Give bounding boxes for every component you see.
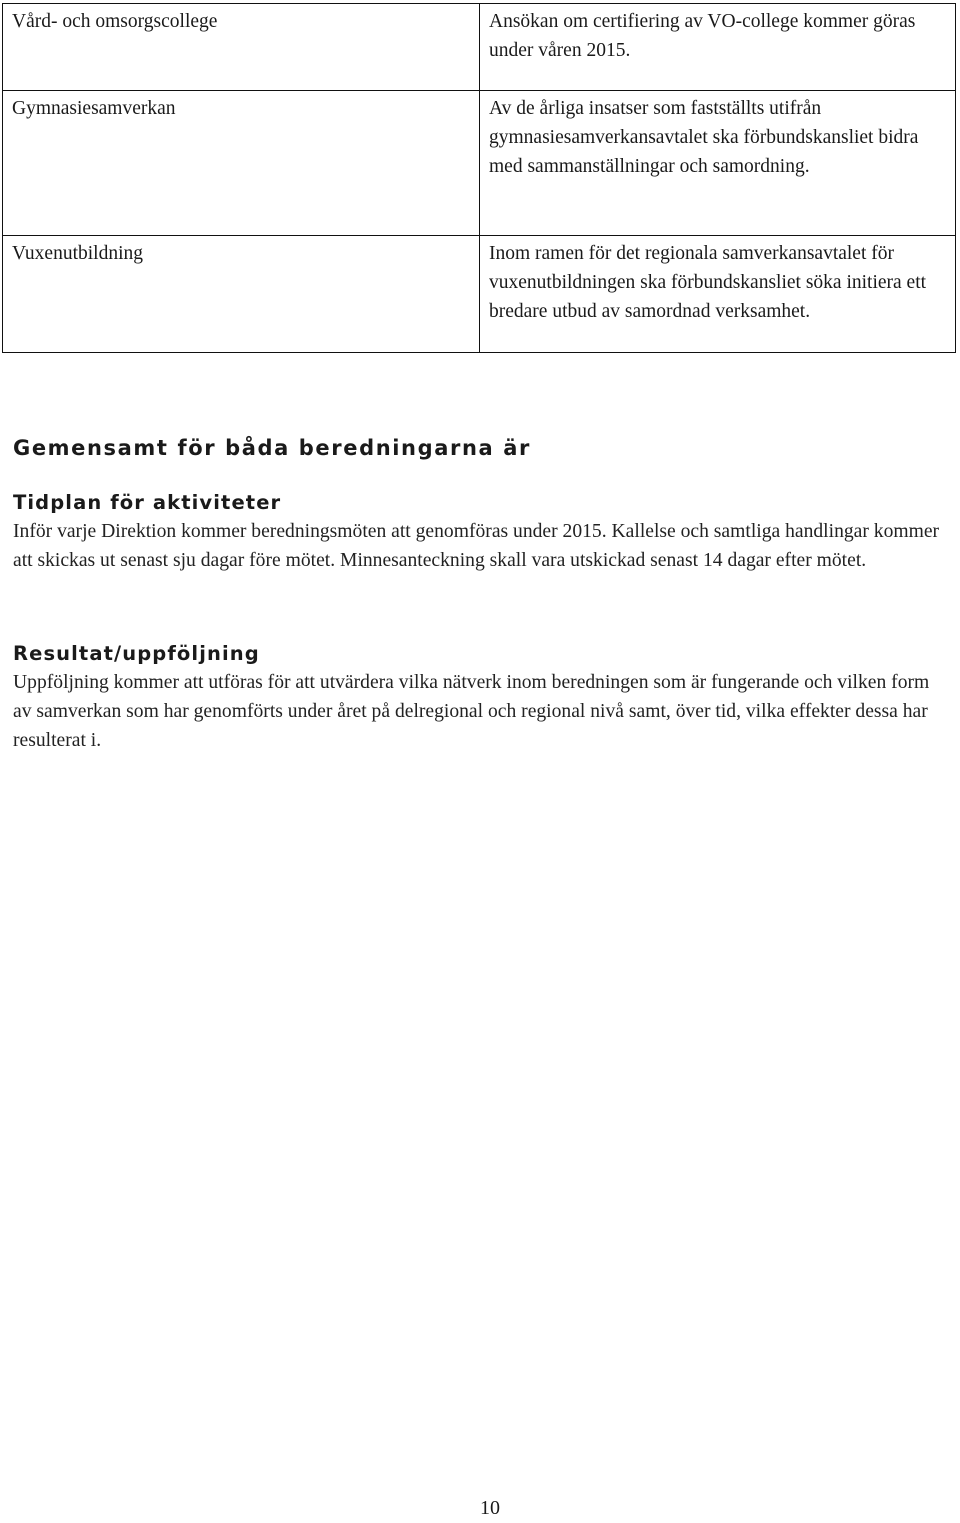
table-cell-text: Av de årliga insatser som fastställts utifrån gymnasiesamverkansavtalet ska förbundskansliet bidra med sammanställningar och samordning. <box>480 91 956 236</box>
schedule-text: Inför varje Direktion kommer beredningsmöten att genomföras under 2015. Kallelse och samtliga handlingar kommer att skickas ut senast sju dagar före mötet. Minnesanteckning skall vara utskickad senast 14 dagar efter mötet. <box>13 521 940 571</box>
followup-section <box>13 640 943 755</box>
table-cell-label: Vård- och omsorgscollege <box>3 4 480 91</box>
page-number: 10 <box>480 1497 500 1519</box>
common-heading: Gemensamt för båda beredningarna är <box>13 436 531 460</box>
schedule-heading: Tidplan för aktiviteter <box>13 491 282 514</box>
common-section <box>13 434 943 462</box>
table-row <box>3 236 956 353</box>
table-row <box>3 91 956 236</box>
followup-heading: Resultat/uppföljning <box>13 642 260 665</box>
table-row <box>3 4 956 91</box>
schedule-section <box>13 489 943 575</box>
followup-text: Uppföljning kommer att utföras för att utvärdera vilka nätverk inom beredningen som är fungerande och vilken form av samverkan som har genomförts under året på delregional och regional nivå samt, över tid, vilka effekter dessa har resulterat i. <box>13 672 930 751</box>
table-cell-text: Inom ramen för det regionala samverkansavtalet för vuxenutbildningen ska förbundskansliet söka initiera ett bredare utbud av samordnad verksamhet. <box>480 236 956 353</box>
activities-table <box>2 3 956 353</box>
table-cell-text: Ansökan om certifiering av VO-college kommer göras under våren 2015. <box>480 4 956 91</box>
table-cell-label: Vuxenutbildning <box>3 236 480 353</box>
table-cell-label: Gymnasiesamverkan <box>3 91 480 236</box>
